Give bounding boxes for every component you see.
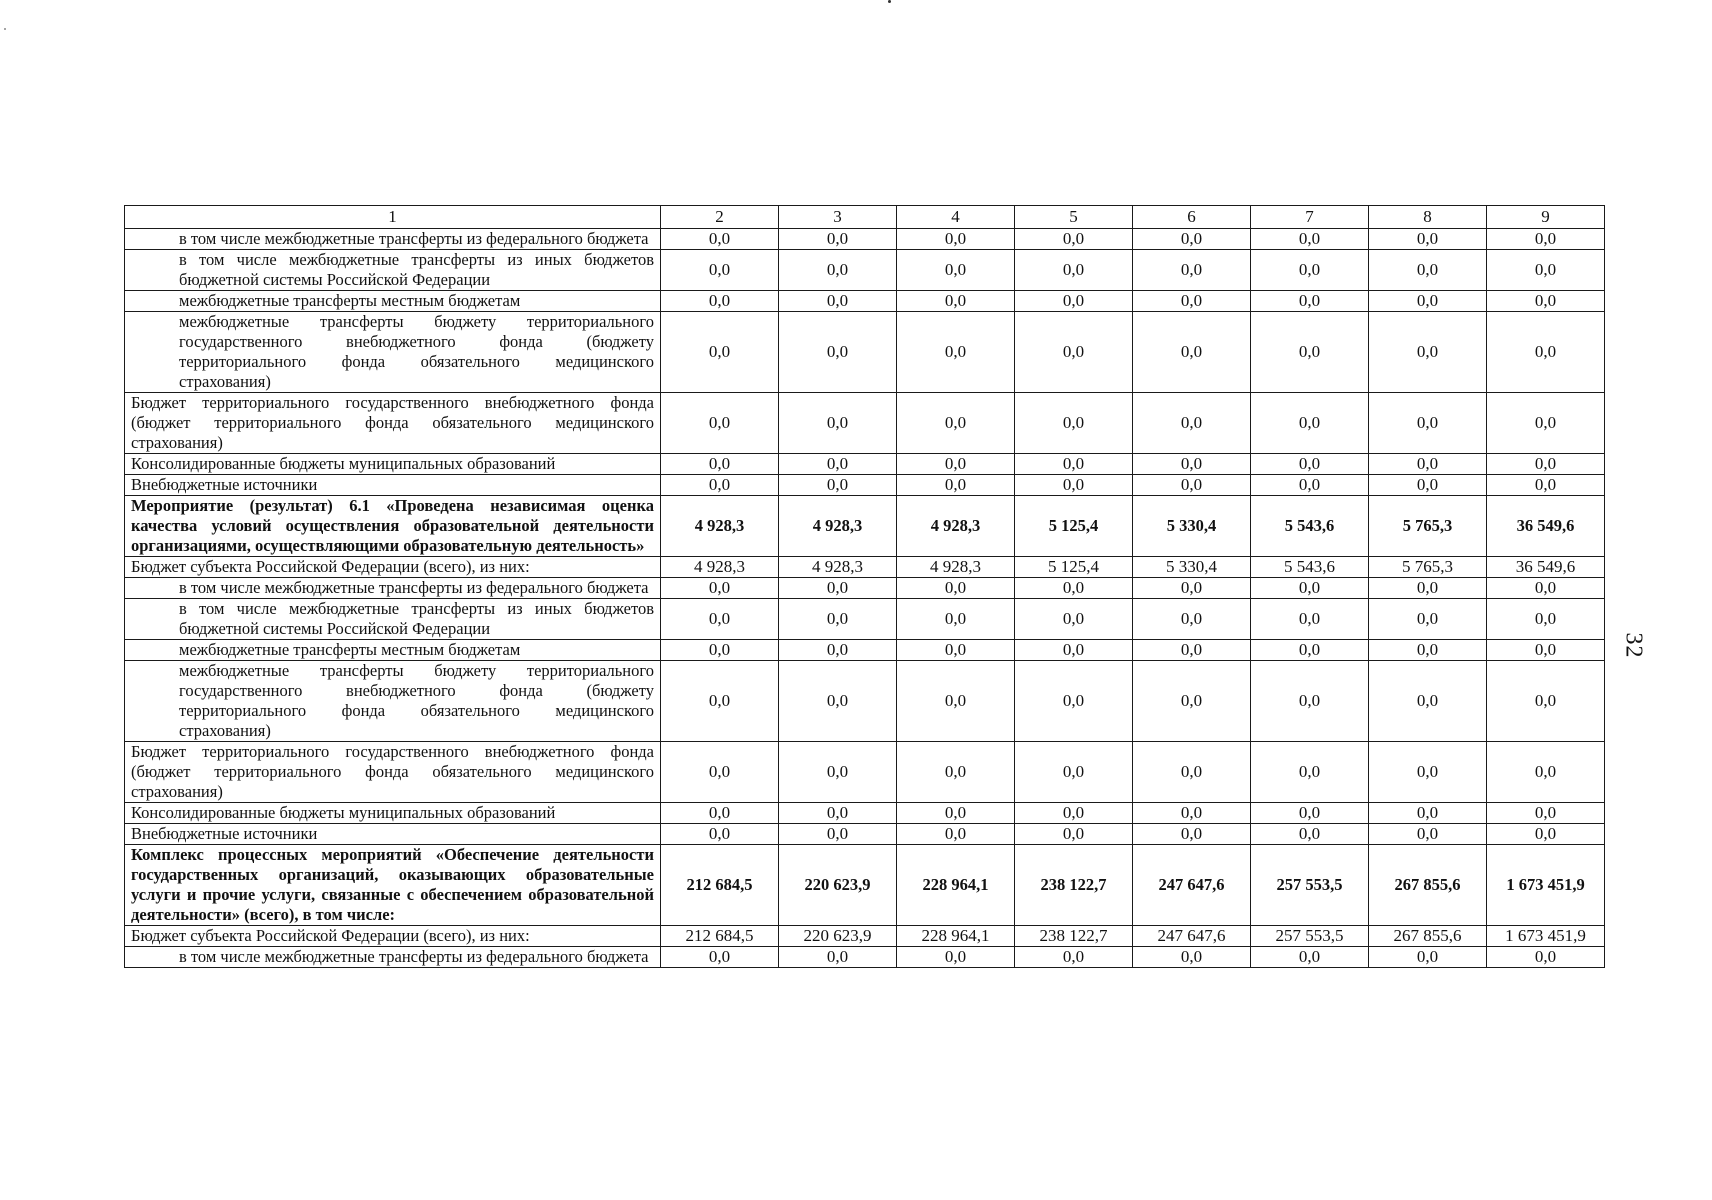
value-cell: 0,0: [1369, 661, 1487, 742]
value-cell: 0,0: [1251, 803, 1369, 824]
value-cell: 0,0: [1015, 312, 1133, 393]
value-cell: 0,0: [1015, 661, 1133, 742]
value-cell: 0,0: [1133, 640, 1251, 661]
row-label: в том числе межбюджетные трансферты из иных бюджетов бюджетной системы Российской Федерации: [125, 599, 661, 640]
table-row: [125, 661, 1605, 742]
value-cell: 257 553,5: [1251, 845, 1369, 926]
row-label: в том числе межбюджетные трансферты из федерального бюджета: [125, 229, 661, 250]
value-cell: 0,0: [897, 803, 1015, 824]
table-row: [125, 475, 1605, 496]
value-cell: 5 765,3: [1369, 557, 1487, 578]
value-cell: 36 549,6: [1487, 557, 1605, 578]
value-cell: 0,0: [779, 803, 897, 824]
value-cell: 0,0: [661, 250, 779, 291]
value-cell: 247 647,6: [1133, 926, 1251, 947]
row-label: Консолидированные бюджеты муниципальных образований: [125, 803, 661, 824]
value-cell: 0,0: [1133, 578, 1251, 599]
value-cell: 1 673 451,9: [1487, 926, 1605, 947]
value-cell: 0,0: [1251, 312, 1369, 393]
value-cell: 4 928,3: [661, 496, 779, 557]
value-cell: 0,0: [1133, 250, 1251, 291]
value-cell: 0,0: [661, 229, 779, 250]
table-body: [125, 229, 1605, 968]
value-cell: 0,0: [779, 640, 897, 661]
value-cell: 0,0: [661, 291, 779, 312]
value-cell: 0,0: [1015, 393, 1133, 454]
value-cell: 0,0: [1133, 661, 1251, 742]
row-label: Комплекс процессных мероприятий «Обеспечение деятельности государственных организаций, оказывающих образовательные услуги и прочие услуги, связанные с обеспечением образовательной деятельности» (всего), в том числе:: [125, 845, 661, 926]
table-row: [125, 803, 1605, 824]
value-cell: 0,0: [1133, 291, 1251, 312]
value-cell: 0,0: [779, 475, 897, 496]
value-cell: 1 673 451,9: [1487, 845, 1605, 926]
value-cell: 0,0: [1251, 475, 1369, 496]
value-cell: 0,0: [897, 578, 1015, 599]
value-cell: 0,0: [1251, 640, 1369, 661]
value-cell: 0,0: [1369, 393, 1487, 454]
value-cell: 0,0: [897, 250, 1015, 291]
value-cell: 0,0: [1015, 742, 1133, 803]
value-cell: 0,0: [1487, 250, 1605, 291]
value-cell: 0,0: [1369, 803, 1487, 824]
value-cell: 5 125,4: [1015, 557, 1133, 578]
value-cell: 0,0: [897, 312, 1015, 393]
value-cell: 0,0: [1251, 661, 1369, 742]
value-cell: 0,0: [1251, 229, 1369, 250]
value-cell: 0,0: [1133, 393, 1251, 454]
value-cell: 0,0: [897, 661, 1015, 742]
column-header: 8: [1369, 206, 1487, 229]
value-cell: 4 928,3: [779, 557, 897, 578]
value-cell: 212 684,5: [661, 845, 779, 926]
value-cell: 220 623,9: [779, 845, 897, 926]
table-row: [125, 496, 1605, 557]
value-cell: 0,0: [1133, 475, 1251, 496]
value-cell: 0,0: [1369, 475, 1487, 496]
value-cell: 0,0: [1251, 454, 1369, 475]
table-row: [125, 926, 1605, 947]
value-cell: 0,0: [1015, 229, 1133, 250]
value-cell: 5 125,4: [1015, 496, 1133, 557]
row-label: Бюджет территориального государственного внебюджетного фонда (бюджет территориального фонда обязательного медицинского страхования): [125, 393, 661, 454]
value-cell: 238 122,7: [1015, 926, 1133, 947]
value-cell: 5 543,6: [1251, 496, 1369, 557]
value-cell: 0,0: [1251, 250, 1369, 291]
row-label: межбюджетные трансферты местным бюджетам: [125, 640, 661, 661]
value-cell: 0,0: [1133, 824, 1251, 845]
row-label: Бюджет субъекта Российской Федерации (всего), из них:: [125, 926, 661, 947]
column-header: 3: [779, 206, 897, 229]
row-label: Бюджет территориального государственного внебюджетного фонда (бюджет территориального фонда обязательного медицинского страхования): [125, 742, 661, 803]
value-cell: 212 684,5: [661, 926, 779, 947]
column-header: 5: [1015, 206, 1133, 229]
value-cell: 5 330,4: [1133, 496, 1251, 557]
value-cell: 0,0: [1369, 291, 1487, 312]
value-cell: 0,0: [661, 454, 779, 475]
value-cell: 0,0: [897, 291, 1015, 312]
table-row: [125, 393, 1605, 454]
value-cell: 0,0: [661, 475, 779, 496]
value-cell: 0,0: [1133, 947, 1251, 968]
column-header: 9: [1487, 206, 1605, 229]
value-cell: 0,0: [1369, 824, 1487, 845]
row-label: межбюджетные трансферты бюджету территориального государственного внебюджетного фонда (бюджету территориального фонда обязательного медицинского страхования): [125, 661, 661, 742]
value-cell: 4 928,3: [897, 496, 1015, 557]
value-cell: 0,0: [661, 742, 779, 803]
column-header: 7: [1251, 206, 1369, 229]
page-number: 32: [1620, 632, 1647, 659]
value-cell: 4 928,3: [661, 557, 779, 578]
value-cell: 0,0: [1251, 742, 1369, 803]
value-cell: 0,0: [1487, 640, 1605, 661]
value-cell: 220 623,9: [779, 926, 897, 947]
value-cell: 0,0: [661, 578, 779, 599]
value-cell: 0,0: [897, 454, 1015, 475]
table-row: [125, 578, 1605, 599]
table-row: [125, 250, 1605, 291]
value-cell: 0,0: [1133, 742, 1251, 803]
row-label: Внебюджетные источники: [125, 475, 661, 496]
value-cell: 0,0: [1487, 661, 1605, 742]
table-row: [125, 229, 1605, 250]
value-cell: 0,0: [661, 824, 779, 845]
value-cell: 5 543,6: [1251, 557, 1369, 578]
value-cell: 0,0: [1015, 454, 1133, 475]
row-label: в том числе межбюджетные трансферты из иных бюджетов бюджетной системы Российской Федерации: [125, 250, 661, 291]
value-cell: 0,0: [897, 229, 1015, 250]
value-cell: 0,0: [897, 599, 1015, 640]
value-cell: 257 553,5: [1251, 926, 1369, 947]
value-cell: 0,0: [779, 312, 897, 393]
value-cell: 0,0: [897, 947, 1015, 968]
value-cell: 0,0: [661, 803, 779, 824]
value-cell: 0,0: [1251, 824, 1369, 845]
value-cell: 238 122,7: [1015, 845, 1133, 926]
value-cell: 0,0: [661, 947, 779, 968]
value-cell: 0,0: [1133, 803, 1251, 824]
value-cell: 0,0: [779, 454, 897, 475]
column-header: 2: [661, 206, 779, 229]
value-cell: 0,0: [779, 824, 897, 845]
value-cell: 0,0: [1369, 250, 1487, 291]
value-cell: 0,0: [1369, 578, 1487, 599]
value-cell: 228 964,1: [897, 845, 1015, 926]
value-cell: 267 855,6: [1369, 926, 1487, 947]
scan-speck: [888, 0, 891, 3]
value-cell: 0,0: [779, 599, 897, 640]
value-cell: 5 330,4: [1133, 557, 1251, 578]
value-cell: 0,0: [661, 661, 779, 742]
value-cell: 0,0: [1487, 454, 1605, 475]
table-row: [125, 454, 1605, 475]
row-label: в том числе межбюджетные трансферты из федерального бюджета: [125, 578, 661, 599]
table-row: [125, 599, 1605, 640]
value-cell: 0,0: [661, 312, 779, 393]
value-cell: 0,0: [779, 661, 897, 742]
value-cell: 0,0: [1369, 312, 1487, 393]
value-cell: 0,0: [1487, 312, 1605, 393]
value-cell: 0,0: [1369, 599, 1487, 640]
scan-speck: [4, 28, 6, 30]
value-cell: 0,0: [1015, 475, 1133, 496]
value-cell: 0,0: [1487, 803, 1605, 824]
value-cell: 0,0: [1369, 640, 1487, 661]
value-cell: 0,0: [779, 229, 897, 250]
value-cell: 0,0: [1015, 640, 1133, 661]
table-header: [125, 206, 1605, 229]
value-cell: 0,0: [1487, 599, 1605, 640]
value-cell: 0,0: [661, 599, 779, 640]
value-cell: 0,0: [1015, 250, 1133, 291]
row-label: Внебюджетные источники: [125, 824, 661, 845]
value-cell: 0,0: [1487, 229, 1605, 250]
row-label: Мероприятие (результат) 6.1 «Проведена независимая оценка качества условий осуществления образовательной деятельности организациями, осуществляющими образовательную деятельность»: [125, 496, 661, 557]
value-cell: 0,0: [779, 947, 897, 968]
table-row: [125, 312, 1605, 393]
value-cell: 0,0: [897, 640, 1015, 661]
value-cell: 0,0: [1369, 454, 1487, 475]
value-cell: 0,0: [1251, 578, 1369, 599]
column-header: 4: [897, 206, 1015, 229]
row-label: в том числе межбюджетные трансферты из федерального бюджета: [125, 947, 661, 968]
column-header: 6: [1133, 206, 1251, 229]
value-cell: 0,0: [1015, 291, 1133, 312]
value-cell: 0,0: [1251, 291, 1369, 312]
value-cell: 0,0: [1487, 291, 1605, 312]
value-cell: 0,0: [1369, 229, 1487, 250]
column-header: 1: [125, 206, 661, 229]
value-cell: 0,0: [1369, 742, 1487, 803]
value-cell: 0,0: [1015, 803, 1133, 824]
value-cell: 0,0: [1015, 947, 1133, 968]
value-cell: 5 765,3: [1369, 496, 1487, 557]
value-cell: 0,0: [1487, 947, 1605, 968]
value-cell: 0,0: [1133, 229, 1251, 250]
table-row: [125, 557, 1605, 578]
value-cell: 0,0: [1487, 742, 1605, 803]
value-cell: 4 928,3: [897, 557, 1015, 578]
value-cell: 0,0: [779, 742, 897, 803]
value-cell: 0,0: [1487, 393, 1605, 454]
value-cell: 0,0: [1487, 578, 1605, 599]
value-cell: 36 549,6: [1487, 496, 1605, 557]
value-cell: 247 647,6: [1133, 845, 1251, 926]
value-cell: 0,0: [897, 475, 1015, 496]
value-cell: 0,0: [1133, 599, 1251, 640]
row-label: межбюджетные трансферты местным бюджетам: [125, 291, 661, 312]
value-cell: 0,0: [1015, 578, 1133, 599]
value-cell: 0,0: [1133, 312, 1251, 393]
value-cell: 0,0: [661, 393, 779, 454]
value-cell: 4 928,3: [779, 496, 897, 557]
value-cell: 0,0: [1369, 947, 1487, 968]
table-row: [125, 640, 1605, 661]
value-cell: 0,0: [897, 742, 1015, 803]
value-cell: 0,0: [1487, 475, 1605, 496]
row-label: Консолидированные бюджеты муниципальных образований: [125, 454, 661, 475]
value-cell: 0,0: [779, 393, 897, 454]
budget-table: [124, 205, 1605, 968]
value-cell: 267 855,6: [1369, 845, 1487, 926]
value-cell: 0,0: [1015, 824, 1133, 845]
value-cell: 0,0: [1251, 599, 1369, 640]
value-cell: 0,0: [897, 824, 1015, 845]
row-label: Бюджет субъекта Российской Федерации (всего), из них:: [125, 557, 661, 578]
value-cell: 0,0: [1251, 393, 1369, 454]
header-row: [125, 206, 1605, 229]
value-cell: 0,0: [779, 578, 897, 599]
table-row: [125, 824, 1605, 845]
table-row: [125, 291, 1605, 312]
table-row: [125, 947, 1605, 968]
table-row: [125, 845, 1605, 926]
value-cell: 228 964,1: [897, 926, 1015, 947]
value-cell: 0,0: [661, 640, 779, 661]
table-row: [125, 742, 1605, 803]
value-cell: 0,0: [779, 291, 897, 312]
value-cell: 0,0: [779, 250, 897, 291]
value-cell: 0,0: [1133, 454, 1251, 475]
value-cell: 0,0: [1251, 947, 1369, 968]
value-cell: 0,0: [1487, 824, 1605, 845]
value-cell: 0,0: [1015, 599, 1133, 640]
value-cell: 0,0: [897, 393, 1015, 454]
row-label: межбюджетные трансферты бюджету территориального государственного внебюджетного фонда (бюджету территориального фонда обязательного медицинского страхования): [125, 312, 661, 393]
